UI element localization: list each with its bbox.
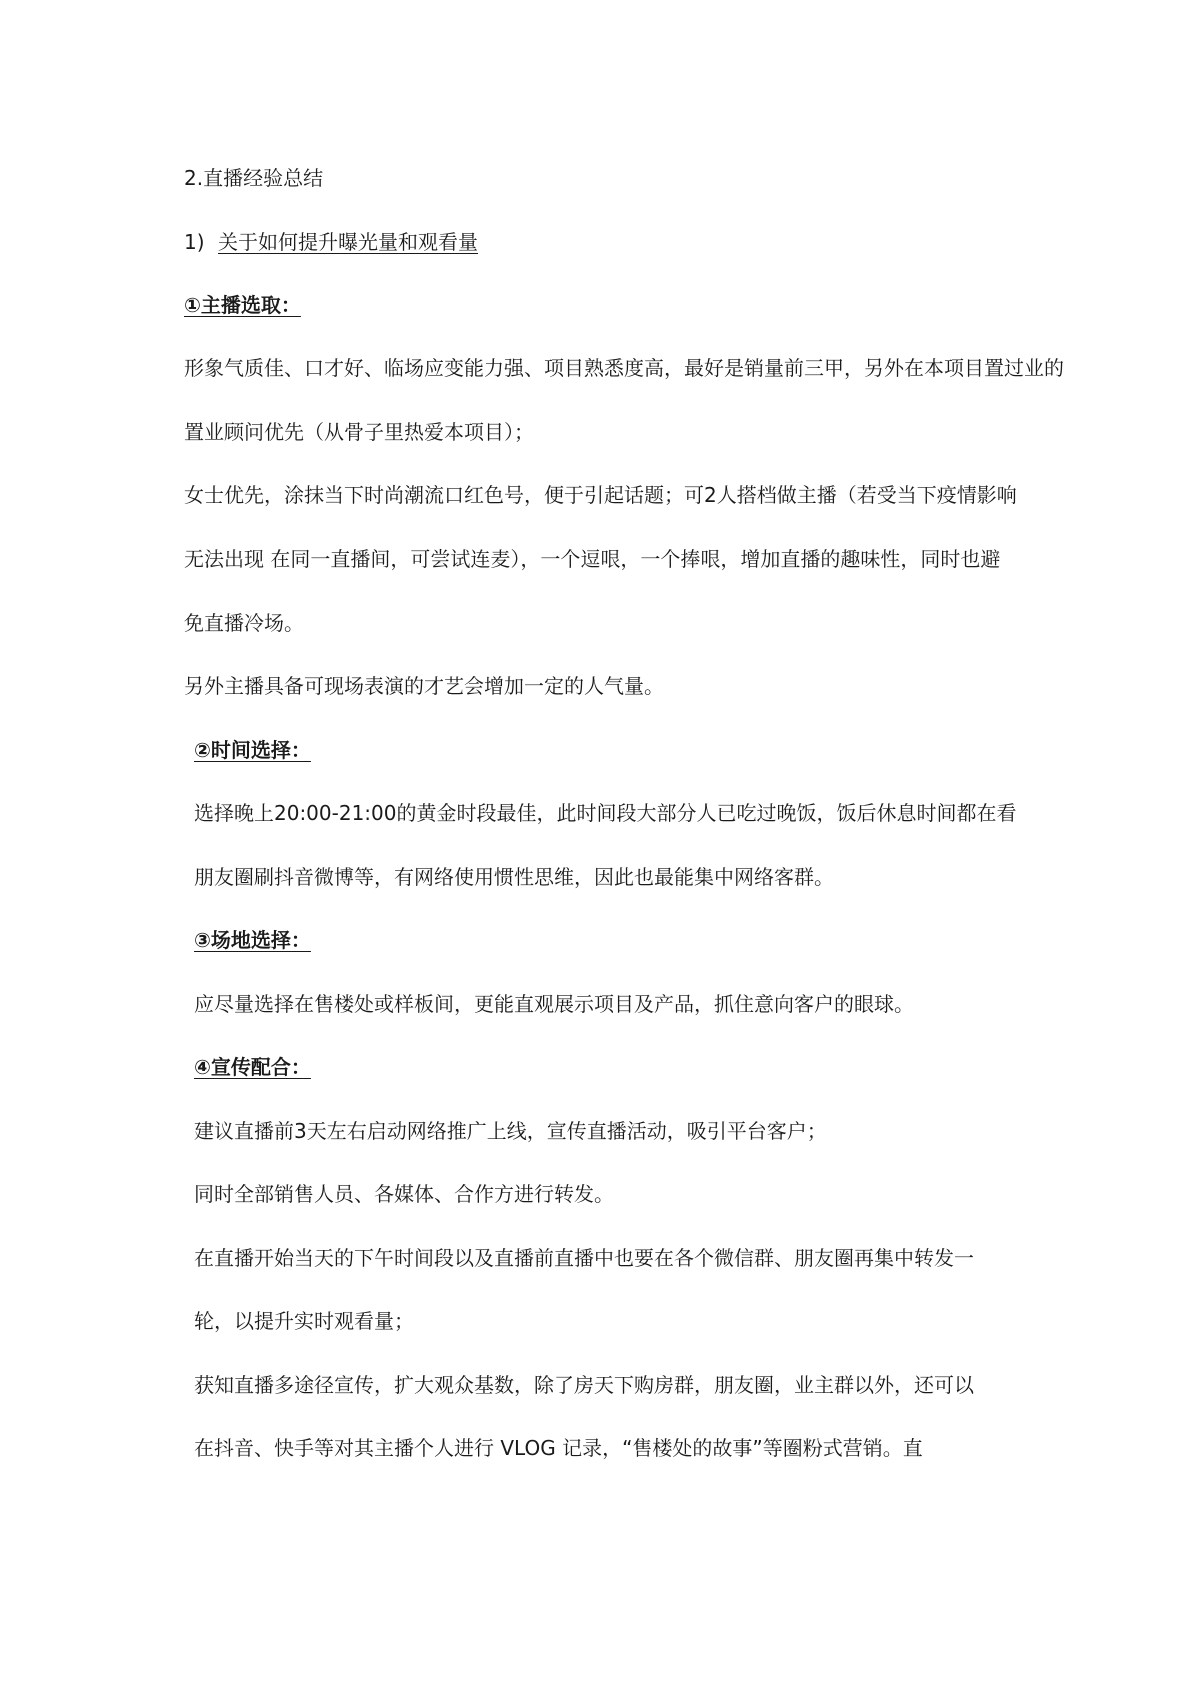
section-heading: 2.直播经验总结 — [184, 166, 324, 190]
paragraph-line: 置业顾问优先（从骨子里热爱本项目）； — [184, 420, 534, 444]
subsection-number: 1) — [184, 230, 205, 254]
item-title-time: ②时间选择： — [194, 738, 311, 762]
item-title-anchor: ①主播选取： — [184, 293, 301, 317]
paragraph-line: 选择晚上20:00-21:00的黄金时段最佳，此时间段大部分人已吃过晚饭，饭后休息时间都在看 — [194, 801, 1017, 825]
paragraph-line: 女士优先，涂抹当下时尚潮流口红色号，便于引起话题；可2人搭档做主播（若受当下疫情影响 — [184, 483, 1017, 507]
paragraph-line: 朋友圈刷抖音微博等，有网络使用惯性思维，因此也最能集中网络客群。 — [194, 865, 834, 889]
paragraph-line: 免直播冷场。 — [184, 611, 304, 635]
paragraph-line: 建议直播前3天左右启动网络推广上线，宣传直播活动，吸引平台客户； — [194, 1119, 827, 1143]
paragraph-line: 同时全部销售人员、各媒体、合作方进行转发。 — [194, 1182, 614, 1206]
subsection-title: 关于如何提升曝光量和观看量 — [218, 230, 478, 254]
paragraph-line: 无法出现 在同一直播间，可尝试连麦），一个逗哏，一个捧哏，增加直播的趣味性，同时也避 — [184, 547, 1001, 571]
paragraph-line: 轮，以提升实时观看量； — [194, 1309, 414, 1333]
paragraph-line: 在直播开始当天的下午时间段以及直播前直播中也要在各个微信群、朋友圈再集中转发一 — [194, 1246, 974, 1270]
paragraph-line: 在抖音、快手等对其主播个人进行 VLOG 记录，“售楼处的故事”等圈粉式营销。直 — [194, 1436, 923, 1460]
paragraph-line: 另外主播具备可现场表演的才艺会增加一定的人气量。 — [184, 674, 664, 698]
paragraph-line: 形象气质佳、口才好、临场应变能力强、项目熟悉度高，最好是销量前三甲，另外在本项目置过业的 — [184, 356, 1064, 380]
subsection-heading — [184, 227, 478, 257]
paragraph-line: 获知直播多途径宣传，扩大观众基数，除了房天下购房群，朋友圈，业主群以外，还可以 — [194, 1373, 974, 1397]
item-title-venue: ③场地选择： — [194, 928, 311, 952]
paragraph-line: 应尽量选择在售楼处或样板间，更能直观展示项目及产品，抓住意向客户的眼球。 — [194, 992, 914, 1016]
item-title-promotion: ④宣传配合： — [194, 1055, 311, 1079]
